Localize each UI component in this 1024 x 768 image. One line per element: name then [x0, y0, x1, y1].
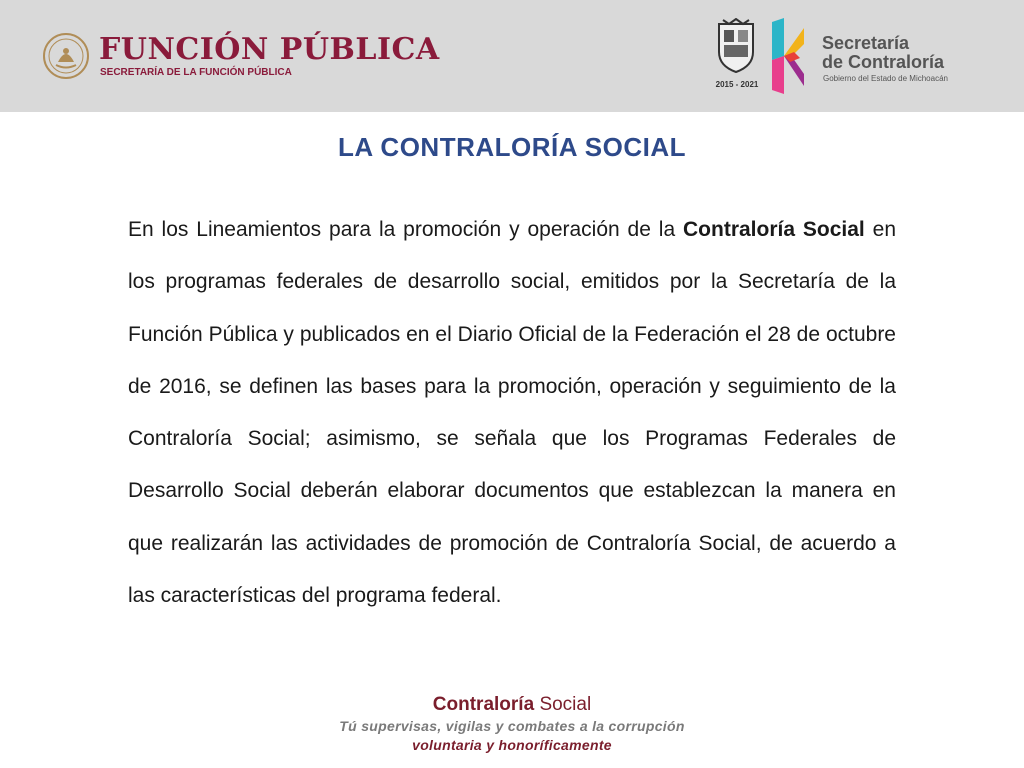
mexico-seal-icon	[42, 32, 90, 80]
gobierno-michoacan-label: Gobierno del Estado de Michoacán	[823, 74, 948, 83]
paragraph-part2: en los programas federales de desarrollo social, emitidos por la Secretaría de la Función Pública y publicados en el Diario Oficial de la Federación el 28 de octubre de 2016, se definen las bases para la promoción, operación y seguimiento de la Contraloría Social; asimismo, se señala que los Programas Federales de Desarrollo Social deberán elaborar documentos que establezcan la manera en que realizarán las actividades de promoción de Contraloría Social, de acuerdo a las características del programa federal.	[128, 218, 896, 608]
funcion-publica-logo	[42, 32, 440, 84]
funcion-publica-subtitle: SECRETARÍA DE LA FUNCIÓN PÚBLICA	[100, 67, 292, 78]
secretaria-contraloria-line1: Secretaría	[822, 33, 910, 53]
paragraph-bold: Contraloría Social	[683, 218, 865, 241]
footer-title-social: Social	[539, 694, 592, 715]
funcion-publica-title: FUNCIÓN PÚBLICA	[99, 32, 440, 67]
michoacan-shield-icon	[715, 18, 757, 74]
michoacan-k-logo-icon	[770, 18, 806, 94]
header-bar	[0, 0, 1024, 112]
footer-title	[0, 694, 1024, 716]
body-paragraph	[128, 204, 896, 622]
footer-slogan-line1: Tú supervisas, vigilas y combates a la corrupción	[339, 718, 685, 734]
michoacan-years: 2015 - 2021	[715, 80, 759, 89]
footer-title-contraloria: Contraloría	[432, 694, 535, 715]
paragraph-part1: En los Lineamientos para la promoción y operación de la	[128, 218, 684, 241]
secretaria-contraloria-line2: de Contraloría	[822, 52, 945, 72]
page-title: LA CONTRALORÍA SOCIAL	[338, 132, 686, 162]
footer-slogan-line2: voluntaria y honoríficamente	[412, 737, 612, 753]
